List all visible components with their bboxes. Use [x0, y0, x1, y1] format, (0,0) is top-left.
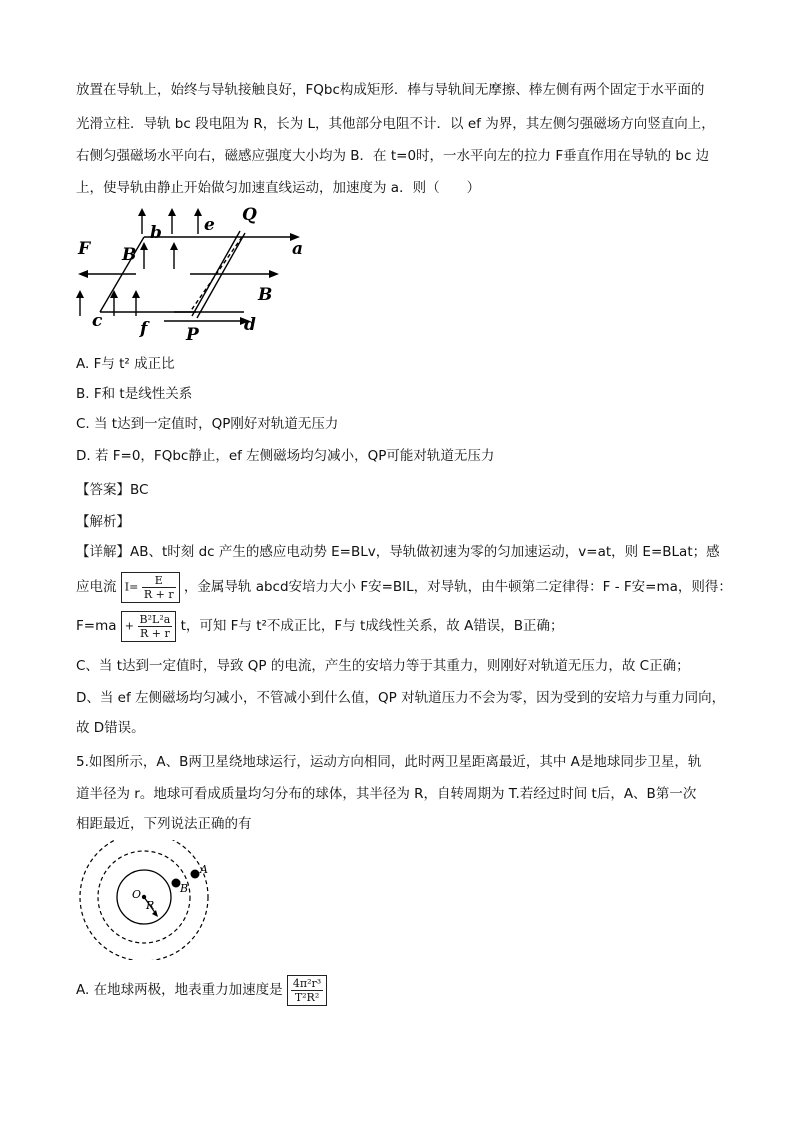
label-f: f	[140, 319, 148, 339]
option5-A-text: A. 在地球两极，地表重力加速度是	[76, 982, 283, 998]
intro-line-3: 右侧匀强磁场水平向右，磁感应强度大小均为 B．在 t=0时，一水平向左的拉力 F垂直作用在导轨的 bc 边	[76, 148, 710, 164]
label-d: d	[244, 315, 256, 335]
answer-line: 【答案】BC	[76, 482, 149, 498]
force-fraction	[138, 613, 173, 640]
current-formula-lhs: I=	[124, 580, 139, 593]
intro-line-1: 放置在导轨上，始终与导轨接触良好，FQbc构成矩形．棒与导轨间无摩擦、棒左侧有两个固定于水平面的	[76, 82, 705, 98]
label-e: e	[204, 215, 215, 235]
current-fraction-numerator: E	[142, 574, 176, 588]
label-A: A	[200, 863, 208, 876]
option5-A	[76, 968, 327, 1012]
force-fraction-denominator: R + r	[140, 626, 170, 640]
analysis-line-3	[76, 606, 564, 646]
force-formula-plus: +	[124, 619, 135, 632]
force-formula-box	[121, 611, 176, 642]
analysis-line-3-post: t，可知 F与 t²不成正比，F与 t成线性关系，故 A错误，B正确；	[180, 618, 564, 634]
label-F: F	[78, 239, 91, 259]
label-c: c	[92, 311, 103, 331]
q5-line-2: 道半径为 r。地球可看成质量均匀分布的球体，其半径为 R，自转周期为 T.若经过时间 t后，A、B第一次	[76, 786, 697, 802]
option1-D: D. 若 F=0，FQbc静止，ef 左侧磁场均匀减小，QP可能对轨道无压力	[76, 448, 495, 464]
label-Q: Q	[242, 205, 257, 225]
label-a: a	[292, 239, 304, 259]
force-fraction-numerator: B²L²a	[139, 612, 171, 626]
label-R: R	[146, 899, 155, 912]
current-fraction-denominator: R + r	[143, 587, 174, 601]
option1-C: C. 当 t达到一定值时，QP刚好对轨道无压力	[76, 416, 339, 432]
current-formula-box	[121, 572, 180, 603]
analysis-line-4: C、当 t达到一定值时，导致 QP 的电流，产生的安培力等于其重力，则刚好对轨道无压力，故 C正确；	[76, 658, 690, 674]
orbit-figure	[76, 840, 226, 960]
label-b: b	[150, 223, 162, 243]
label-O: O	[132, 888, 142, 901]
analysis-line-6: 故 D错误。	[76, 720, 145, 736]
label-B-vertical: B	[122, 245, 137, 265]
intro-line-4: 上，使导轨由静止开始做匀加速直线运动，加速度为 a．则（ ）	[76, 180, 481, 196]
label-B-horizontal: B	[258, 285, 273, 305]
gravity-fraction	[291, 977, 323, 1004]
q5-line-3: 相距最近，下列说法正确的有	[76, 816, 252, 832]
analysis-line-2-post: ，金属导轨 abcd安培力大小 F安=BIL，对导轨，由牛顿第二定律得：F - F安=ma，则得：	[183, 579, 732, 595]
analysis-line-2-pre: 应电流	[76, 579, 117, 595]
option1-A: A. F与 t² 成正比	[76, 356, 175, 372]
q5-line-1: 5.如图所示，A、B两卫星绕地球运行，运动方向相同，此时两卫星距离最近，其中 A是地球同步卫星，轨	[76, 754, 702, 770]
analysis-line-5: D、当 ef 左侧磁场均匀减小，不管减小到什么值，QP 对轨道压力不会为零，因为受到的安培力与重力同向，	[76, 690, 726, 706]
rail-field-figure	[74, 204, 314, 340]
option1-B: B. F和 t是线性关系	[76, 386, 193, 402]
gravity-formula-box	[287, 975, 327, 1006]
gravity-fraction-denominator: T²R²	[294, 990, 320, 1004]
gravity-fraction-numerator: 4π²r³	[292, 976, 322, 990]
analysis-title: 【解析】	[76, 514, 130, 530]
intro-line-2: 光滑立柱．导轨 bc 段电阻为 R，长为 L，其他部分电阻不计．以 ef 为界，其左侧匀强磁场方向竖直向上，	[76, 116, 715, 132]
analysis-line-1: 【详解】AB、t时刻 dc 产生的感应电动势 E=BLv，导轨做初速为零的匀加速运动，v=at，则 E=BLat；感	[76, 544, 720, 560]
force-formula-lhs: F=ma	[76, 618, 117, 634]
current-fraction	[142, 574, 176, 601]
analysis-line-2	[76, 570, 732, 604]
label-B: B	[180, 882, 189, 895]
label-P: P	[186, 325, 199, 340]
